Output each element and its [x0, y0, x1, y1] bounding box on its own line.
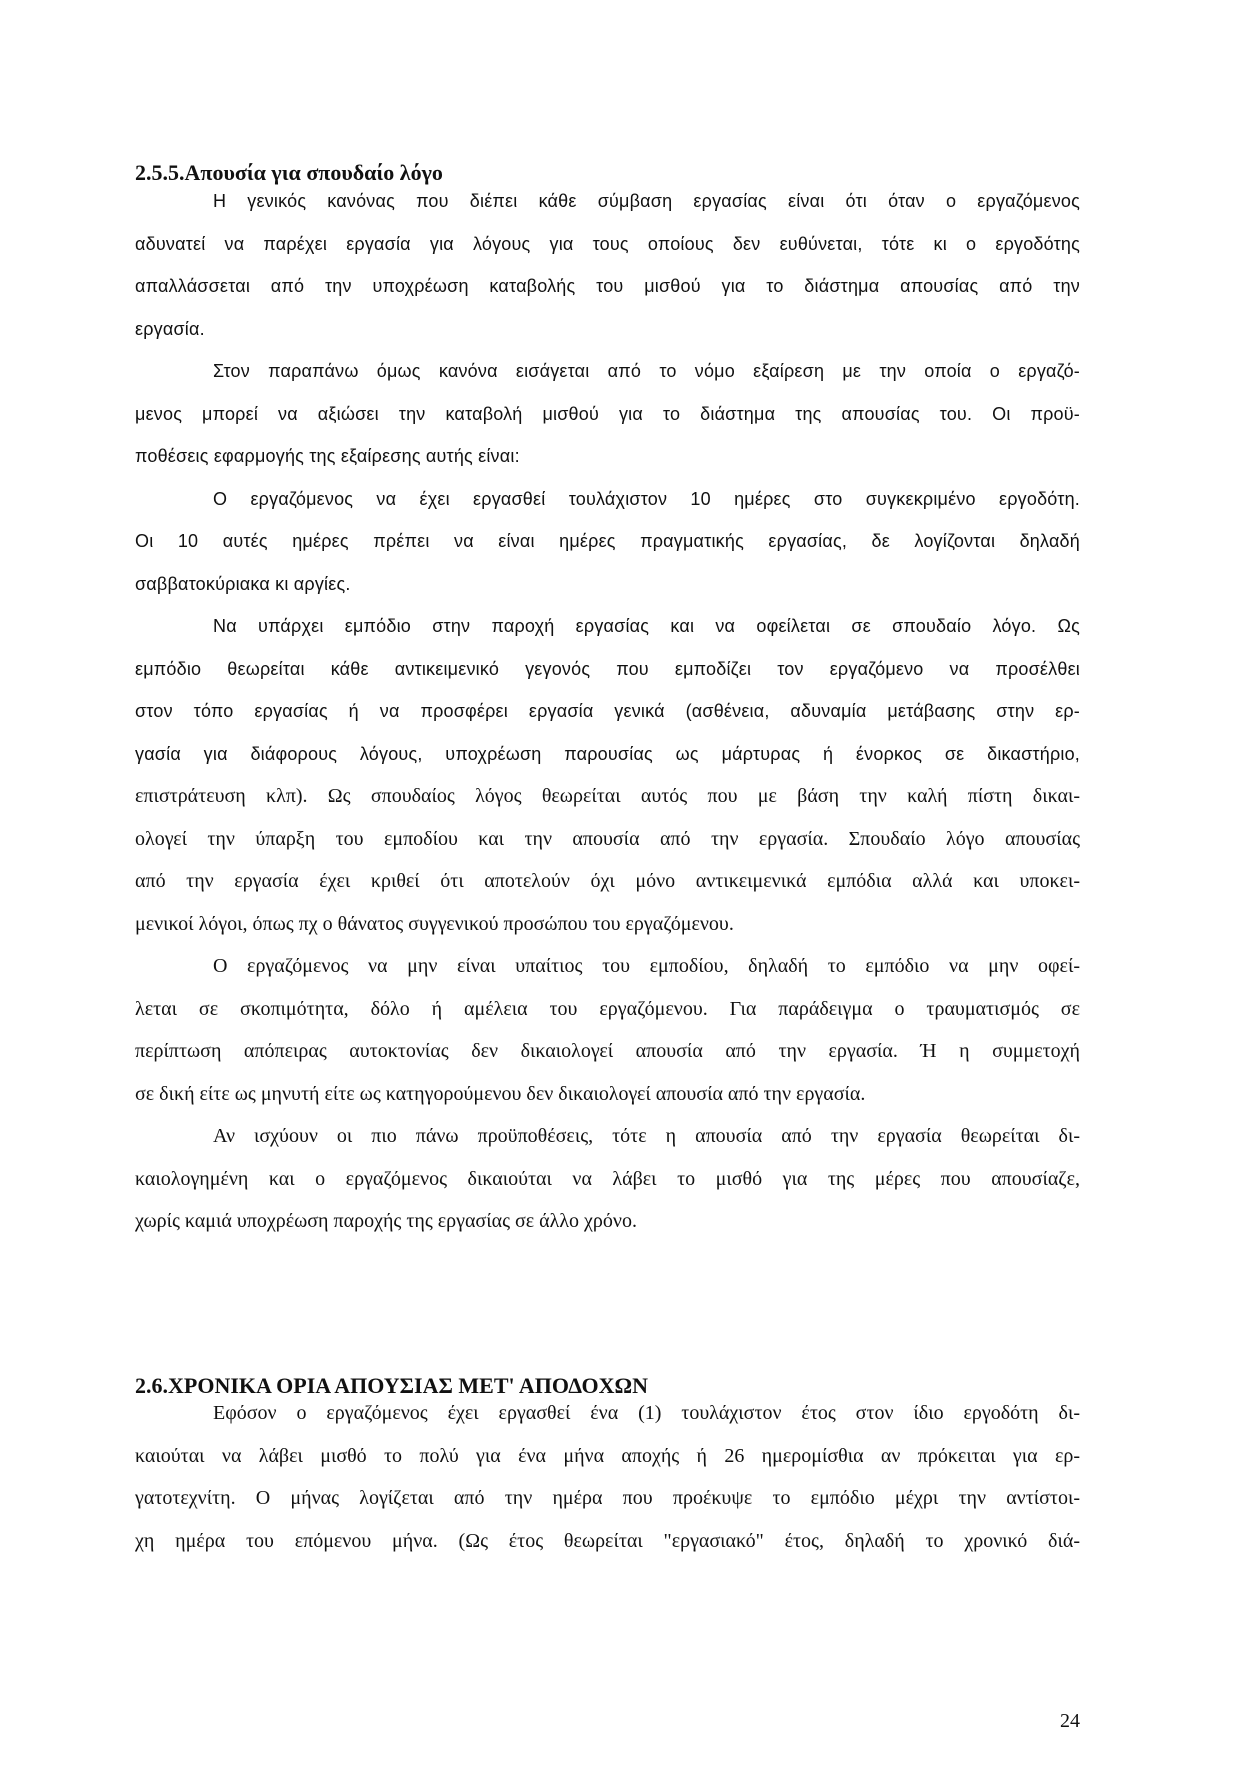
text-line: μενικοί λόγοι, όπως πχ ο θάνατος συγγενικού προσώπου του εργαζόμενου.	[135, 912, 734, 935]
text-line: γασία για διάφορους λόγους, υποχρέωση παρουσίας ως μάρτυρας ή ένορκος σε δικαστήριο,	[135, 743, 1080, 764]
section-heading-2-6: 2.6.ΧΡΟΝΙΚΑ ΟΡΙΑ ΑΠΟΥΣΙΑΣ ΜΕΤ' ΑΠΟΔΟΧΩΝ	[135, 1373, 649, 1398]
text-line: γατοτεχνίτη. Ο μήνας λογίζεται από την ημέρα που προέκυψε το εμπόδιο μέχρι την αντίστοι-	[135, 1487, 1080, 1509]
text-line: εργασία.	[135, 318, 205, 339]
text-line: περίπτωση απόπειρας αυτοκτονίας δεν δικαιολογεί απουσία από την εργασία. Ή η συμμετοχή	[135, 1040, 1080, 1062]
text-line: Οι 10 αυτές ημέρες πρέπει να είναι ημέρες πραγματικής εργασίας, δε λογίζονται δηλαδή	[135, 531, 1080, 551]
text-line: σαββατοκύριακα κι αργίες.	[135, 573, 351, 594]
text-line: χη ημέρα του επόμενου μήνα. (Ως έτος θεωρείται "εργασιακό" έτος, δηλαδή το χρονικό διά-	[135, 1529, 1080, 1552]
page-number: 24	[1060, 1710, 1080, 1732]
text-line: καιολογημένη και ο εργαζόμενος δικαιούται να λάβει το μισθό για της μέρες που απουσίαζε,	[135, 1167, 1080, 1190]
text-line: Ο εργαζόμενος να μην είναι υπαίτιος του εμποδίου, δηλαδή το εμπόδιο να μην οφεί-	[213, 955, 1080, 977]
text-line: Η γενικός κανόνας που διέπει κάθε σύμβαση εργασίας είναι ότι όταν ο εργαζόμενος	[213, 191, 1080, 211]
text-line: Εφόσον ο εργαζόμενος έχει εργασθεί ένα (1) τουλάχιστον έτος στον ίδιο εργοδότη δι-	[213, 1402, 1080, 1424]
text-line: μενος μπορεί να αξιώσει την καταβολή μισθού για το διάστημα της απουσίας του. Οι προϋ-	[135, 403, 1080, 424]
text-line: εμπόδιο θεωρείται κάθε αντικειμενικό γεγονός που εμποδίζει τον εργαζόμενο να προσέλθει	[135, 658, 1080, 679]
text-line: χωρίς καμιά υποχρέωση παροχής της εργασίας σε άλλο χρόνο.	[135, 1210, 637, 1232]
text-line: επιστράτευση κλπ). Ως σπουδαίος λόγος θεωρείται αυτός που με βάση την καλή πίστη δικαι-	[135, 785, 1080, 807]
text-line: Στον παραπάνω όμως κανόνα εισάγεται από το νόμο εξαίρεση με την οποία ο εργαζό-	[213, 361, 1080, 381]
section-heading-2-5-5: 2.5.5.Απουσία για σπουδαίο λόγο	[135, 160, 443, 185]
text-line: αδυνατεί να παρέχει εργασία για λόγους για τους οποίους δεν ευθύνεται, τότε κι ο εργοδότης	[135, 233, 1080, 254]
text-line: Να υπάρχει εμπόδιο στην παροχή εργασίας και να οφείλεται σε σπουδαίο λόγο. Ως	[213, 616, 1080, 636]
text-line: λεται σε σκοπιμότητα, δόλο ή αμέλεια του εργαζόμενου. Για παράδειγμα ο τραυματισμός σε	[135, 997, 1080, 1020]
text-line: απαλλάσσεται από την υποχρέωση καταβολής του μισθού για το διάστημα απουσίας από την	[135, 276, 1080, 296]
text-line: ποθέσεις εφαρμογής της εξαίρεσης αυτής είναι:	[135, 446, 520, 466]
text-line: σε δική είτε ως μηνυτή είτε ως κατηγορούμενου δεν δικαιολογεί απουσία από την εργασία.	[135, 1082, 866, 1105]
text-line: ολογεί την ύπαρξη του εμποδίου και την απουσία από την εργασία. Σπουδαίο λόγο απουσίας	[135, 827, 1080, 850]
text-line: Αν ισχύουν οι πιο πάνω προϋποθέσεις, τότε η απουσία από την εργασία θεωρείται δι-	[213, 1125, 1080, 1147]
text-line: από την εργασία έχει κριθεί ότι αποτελούν όχι μόνο αντικειμενικά εμπόδια αλλά και υποκει-	[135, 870, 1080, 892]
text-line: καιούται να λάβει μισθό το πολύ για ένα μήνα αποχής ή 26 ημερομίσθια αν πρόκειται για ερ-	[135, 1444, 1080, 1467]
section-body-2-5-5	[135, 180, 1080, 1243]
text-line: Ο εργαζόμενος να έχει εργασθεί τουλάχιστον 10 ημέρες στο συγκεκριμένο εργοδότη.	[213, 488, 1080, 509]
section-body-2-6	[135, 1392, 1080, 1562]
text-line: στον τόπο εργασίας ή να προσφέρει εργασία γενικά (ασθένεια, αδυναμία μετάβασης στην ερ-	[135, 701, 1080, 721]
